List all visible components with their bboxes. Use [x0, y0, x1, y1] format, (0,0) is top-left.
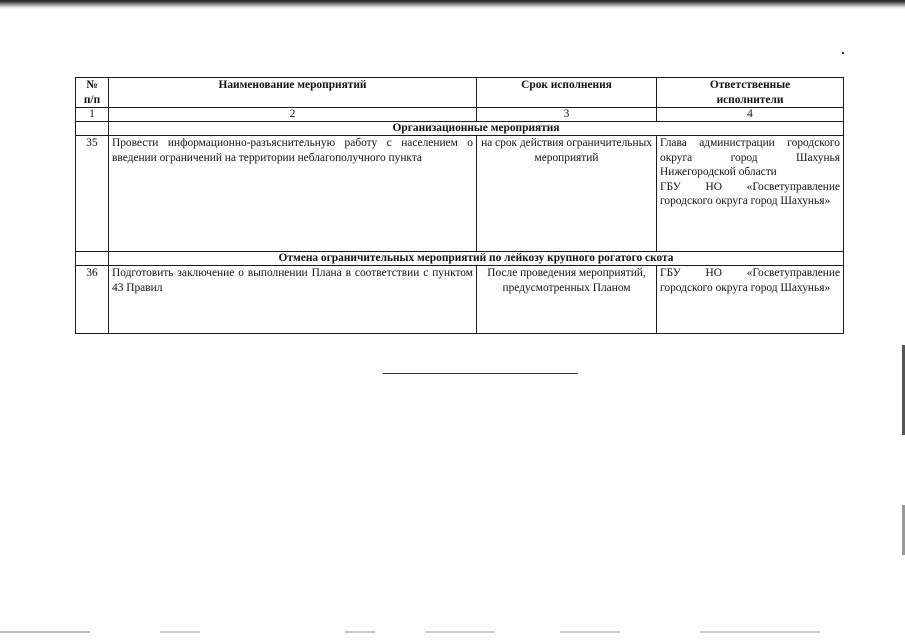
responsible-entry: ГБУ НО «Госветуправление городского округа город Шахунья» — [660, 267, 840, 294]
header-name-label: Наименование мероприятий — [218, 79, 367, 91]
column-number-4: 4 — [657, 108, 844, 122]
header-resp-line-1: Ответственные — [709, 79, 791, 91]
column-number-1: 1 — [76, 108, 109, 122]
column-number-2: 2 — [109, 108, 477, 122]
row-event-name: Подготовить заключение о выполнении Плана в соответствии с пунктом 43 Правил — [109, 266, 477, 334]
header-term — [477, 78, 657, 108]
scan-bottom-noise — [345, 631, 375, 633]
section-row-cancellation — [76, 252, 844, 266]
row-number: 36 — [76, 266, 109, 334]
row-responsible — [657, 266, 844, 334]
events-table — [75, 77, 844, 334]
scan-speck — [842, 52, 844, 54]
section-title: Отмена ограничительных мероприятий по лейкозу крупного рогатого скота — [109, 252, 844, 266]
responsible-entry: Глава администрации городского округа город Шахунья Нижегородской области — [660, 137, 840, 178]
section-row-organizational — [76, 122, 844, 136]
header-num — [76, 78, 109, 108]
header-term-label: Срок исполнения — [521, 79, 612, 91]
header-num-line-2: п/п — [83, 93, 101, 106]
scan-bottom-noise — [0, 631, 90, 633]
scan-bottom-noise — [160, 631, 200, 633]
column-numbers-row — [76, 108, 844, 122]
row-term: После проведения мероприятий, предусмотренных Планом — [477, 266, 657, 334]
column-number-3: 3 — [477, 108, 657, 122]
header-responsible — [657, 78, 844, 108]
header-name — [109, 78, 477, 108]
section-title: Организационные мероприятия — [109, 122, 844, 136]
section-num-cell — [76, 252, 109, 266]
scan-bottom-noise — [560, 631, 620, 633]
scan-bottom-noise — [425, 631, 495, 633]
row-responsible — [657, 136, 844, 252]
header-num-line-1: № — [86, 79, 98, 91]
row-number: 35 — [76, 136, 109, 252]
scan-bottom-noise — [700, 631, 820, 633]
closing-rule — [383, 373, 578, 374]
table-header-row — [76, 78, 844, 108]
table-row — [76, 136, 844, 252]
table-row — [76, 266, 844, 334]
scan-top-edge — [0, 0, 905, 9]
row-event-name: Провести информационно-разъяснительную работу с населением о введении ограничений на территории неблагополучного пункта — [109, 136, 477, 252]
header-resp-line-2: исполнители — [716, 93, 784, 106]
responsible-entry: ГБУ НО «Госветуправление городского округа город Шахунья» — [660, 180, 840, 207]
section-num-cell — [76, 122, 109, 136]
row-term: на срок действия ограничительных мероприятий — [477, 136, 657, 252]
